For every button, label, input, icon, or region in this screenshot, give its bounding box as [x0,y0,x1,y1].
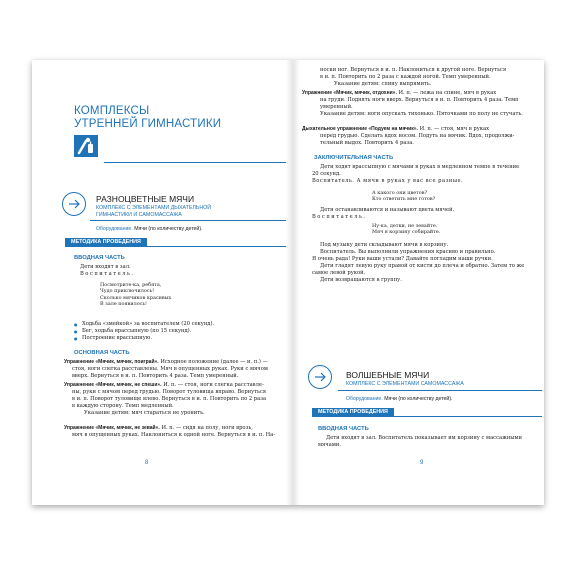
list-item: ● Построение врассыпную. [74,335,279,342]
main-heading: ОСНОВНАЯ ЧАСТЬ [74,350,130,356]
exercise-3-text-2: мяч в опущенных руках. Наклониться к одной ноге. Вернуться в и. п. На- [72,432,275,439]
poem-line-1: Посмотрите-ка, ребята, [100,282,162,288]
closing-line-3: Я очень рада! Руки ваши устали? Давайте погладим наши ручки. [312,256,493,263]
method-bar-2: МЕТОДИКА ПРОВЕДЕНИЯ [312,408,394,417]
exercise-2-note: Указание детям: мяч стараться не уронить. [84,410,205,417]
question-line-2: Кто ответить мне готов? [372,196,436,203]
question-poem [372,190,435,203]
exercise-4-text-1: И. п. — лежа на спине, мяч в руках [396,90,497,96]
intro2-line-1: Дети входят в зал. Воспитатель показывает им корзину с массажными [326,435,522,441]
final2-line: Дети останавливаются и называют цвета мячей. [320,207,455,213]
method-bar: МЕТОДИКА ПРОВЕДЕНИЯ [65,238,147,247]
exercise-2-text-2: ны, руки с мячом перед грудью. Поворот туловища вправо. Вернуться [72,389,267,396]
exercise-3 [64,425,282,439]
exercise-5-text-2: перед грудью. Сделать вдох носом. Подуть на мячик. Вдох, продолжи- [320,133,515,140]
chapter-divider [104,162,286,163]
method-underline-2 [312,416,542,417]
equipment-label-2: Оборудование. [346,396,383,402]
section-subtitle-2: КОМПЛЕКС С ЭЛЕМЕНТАМИ САМОМАССАЖА [346,381,464,387]
section-arrow-circle [62,192,86,216]
poem2-line-1: Ну-ка, детки, не зевайте. [372,223,438,229]
exercise-2-text-1: И. п. — стоя, ноги слегка расставле- [161,382,264,388]
exercise-5-text-3: тельный выдох. Повторить 4 раза. [320,140,414,147]
second-poem [372,223,440,236]
method-underline [65,246,286,247]
book-fold [286,60,300,505]
page-number-right: 9 [420,460,424,466]
arrow-right-icon [63,193,85,215]
exercise-1-text-1: Исходное положение (далее — и. п.) — [158,359,268,365]
exercise-3-text-1: И. п. — сидя на полу, ноги врозь, [159,425,253,431]
intro-text-2 [318,435,542,449]
poem-line-2: Чудо приключилось! [100,288,155,295]
closing-line-5: самое левой рукой. [312,270,366,277]
intro-heading-2: ВВОДНАЯ ЧАСТЬ [318,426,369,432]
poem2-line-2: Мяч в корзину собирайте. [372,229,441,236]
continued-note: Указание детям: спину выпрямить. [334,81,432,88]
section-subtitle-line-1: КОМПЛЕКС С ЭЛЕМЕНТАМИ ДЫХАТЕЛЬНОЙ [96,205,212,211]
section-arrow-circle-2 [308,365,332,389]
equipment-text-2: Мячи (по количеству детей). [384,396,453,402]
chapter-title-line-2: УТРЕННЕЙ ГИМНАСТИКИ [74,118,222,130]
section-subtitle [96,205,211,218]
list-item: ● Ходьба «змейкой» за воспитателем (20 секунд). [74,321,279,328]
arrow-right-icon [309,366,331,388]
final-text-2 [312,207,542,221]
right-page [300,60,544,505]
closing-line-1: Под музыку дети складывают мячи в корзину. [320,242,449,248]
equipment-line [96,226,203,233]
final-text [312,164,542,185]
intro-heading: ВВОДНАЯ ЧАСТЬ [74,255,125,261]
chapter-title-line-1: КОМПЛЕКСЫ [74,105,150,117]
exercise-2-text-3: в и. п. Поворот туловище влево. Вернуться в и. п. Повторить по 2 раза [72,396,267,403]
final-line-2: 20 секунд. [312,171,341,178]
exercise-4-title: Упражнение «Мячик, мячик, отдохни». [302,90,397,96]
list-item: ● Бег, ходьба врассыпную (по 15 секунд). [74,328,279,335]
exercise-1-title: Упражнение «Мячик, мячик, поиграй». [64,359,159,365]
left-page [32,60,286,505]
exercise-4-note: Указание детям: ноги опускать тихонько. Пяточками по полу не стучать. [320,111,523,118]
exercise-2-text-4: в каждую сторону. Темп медленный. [72,403,174,410]
section-divider [90,220,286,221]
exercise-3-title: Упражнение «Мячик, мячик, не зевай». [64,425,160,431]
warmup-list [74,321,279,342]
section-title-2: ВОЛШЕБНЫЕ МЯЧИ [346,370,430,380]
page-number-left: 8 [145,460,149,466]
intro-teacher: Воспитатель. [80,271,135,278]
continued-line-1: носки ног. Вернуться в и. п. Наклониться к другой ноге. Вернуться [320,67,507,73]
intro-text [80,264,280,278]
continued-line-2: в и. п. Повторить по 2 раза с каждой ногой. Темп умеренный. [320,74,491,81]
poem [100,282,270,308]
question-line-1: А какого они цветов? [372,190,428,196]
final-heading: ЗАКЛЮЧИТЕЛЬНАЯ ЧАСТЬ [314,155,394,161]
closing-line-6: Дети возвращаются в группу. [320,277,402,284]
intro-line-1: Дети входят в зал. [80,264,131,270]
exercise-4-text-2: на груди. Поднять ноги вверх. Вернуться в и. п. Повторить 4 раза. Темп [320,97,519,104]
equipment-line-2 [346,396,453,403]
exercise-2 [64,382,282,417]
sport-icon [74,135,98,157]
closing-line-2: Воспитатель. Вы выполнили упражнения красиво и правильно. [320,249,496,256]
equipment-label: Оборудование. [96,226,133,232]
final-teacher-2: Воспитатель. [312,214,367,221]
exercise-1 [64,359,282,380]
poem-line-3: Сколько мячиков красивых [100,294,172,301]
continued-text [320,67,540,88]
exercise-4 [302,90,540,118]
intro2-line-2: мячами. [318,442,341,449]
final-teacher-1: Воспитатель. А мячи в руках у вас все разные. [312,178,464,185]
closing-line-4: Дети гладят левую руку правой от кисти до плеча и обратно. Затем то же [320,263,525,270]
closing-paragraph [312,242,542,285]
section-divider-2 [338,390,542,391]
section-title: РАЗНОЦВЕТНЫЕ МЯЧИ [96,194,195,204]
section-subtitle-line-2: ГИМНАСТИКИ И САМОМАССАЖА [96,211,182,218]
exercise-4-text-3: умеренный. [320,104,353,111]
exercise-1-text-3: вверх. Вернуться в и. п. Повторить 4 раза. Темп умеренный. [72,373,239,380]
exercise-5-text-1: И. п. — стоя, мяч в руках [417,126,490,132]
exercise-2-title: Упражнение «Мячик, мячик, не спеши». [64,382,162,388]
equipment-text: Мячи (по количеству детей). [134,226,203,232]
chapter-title [74,105,221,131]
exercise-5 [302,126,540,147]
poem-line-4: В зале появилось! [100,301,148,308]
exercise-1-text-2: стоя, ноги слегка расставлены. Мяч в опущенных руках. Руки с мячом [72,366,268,373]
exercise-5-title: Дыхательное упражнение «Подуем на мячик». [302,126,418,132]
final-line-1: Дети ходят врассыпную с мячами в руках в медленном темпе в течение [320,164,520,170]
